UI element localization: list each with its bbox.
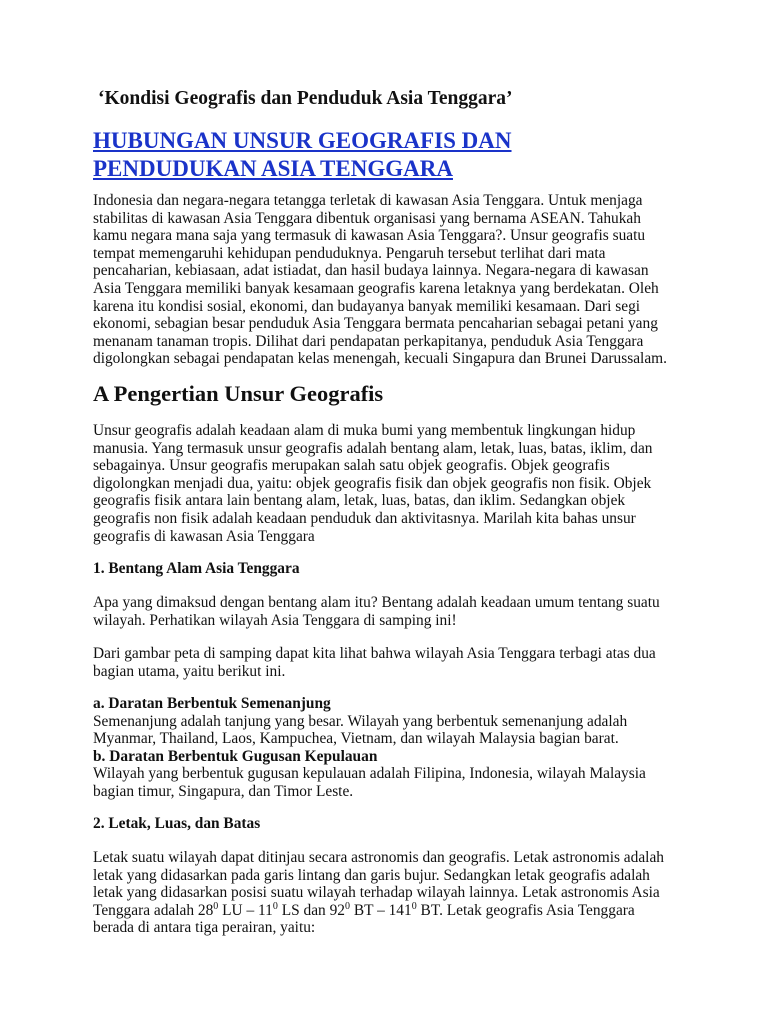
text-line: bagian utama, yaitu berikut ini. [93,662,286,680]
text-line: tempat memengaruhi kehidupan penduduknya. Pengaruh tersebut terlihat dari mata [93,244,606,262]
intro-paragraph [93,192,693,368]
main-heading-line[interactable]: PENDUDUKAN ASIA TENGGARA [93,156,453,181]
text-line: Dari gambar peta di samping dapat kita lihat bahwa wilayah Asia Tenggara terbagi atas dua [93,645,656,662]
section-2-paragraph [93,849,693,937]
degree-sup: 0 [411,900,417,912]
text-line: bagian timur, Singapura, dan Timor Leste. [93,782,354,800]
text-line: menanam tanaman tropis. Dilihat dari pendapatan perkapitanya, penduduk Asia Tenggara [93,332,644,350]
section-a-heading: A Pengertian Unsur Geografis [93,381,384,406]
main-heading-link[interactable] [93,127,693,183]
text-line: Semenanjung adalah tanjung yang besar. Wilayah yang berbentuk semenanjung adalah [93,712,628,730]
text-line: manusia. Yang termasuk unsur geografis adalah bentang alam, letak, luas, batas, iklim, dan [93,439,653,457]
degree-sup: 0 [272,900,278,912]
text-line: letak yang didasarkan pada garis lintang dan garis bujur. Sedangkan letak geografis adalah [93,866,650,884]
text-line: wilayah. Perhatikan wilayah Asia Tenggara di samping ini! [93,611,457,629]
text-line: Asia Tenggara memiliki banyak kesamaan geografis karena letaknya yang berdekatan. Oleh [93,279,659,297]
text-line: geografis fisik antara lain bentang alam, letak, luas, batas, dan iklim. Sedangkan objek [93,492,626,510]
section-2-heading: 2. Letak, Luas, dan Batas [93,815,261,832]
section-1-items [93,695,693,801]
text-line: Indonesia dan negara-negara tetangga terletak di kawasan Asia Tenggara. Untuk menjaga [93,192,643,209]
item-a-title: a. Daratan Berbentuk Semenanjung [93,695,331,712]
text-line: geografis non fisik adalah keadaan penduduk dan aktivitasnya. Marilah kita bahas unsur [93,509,636,527]
main-heading-line[interactable]: HUBUNGAN UNSUR GEOGRAFIS DAN [93,128,512,153]
section-a-paragraph [93,422,693,545]
text-line: digolongkan sebagai pendapatan kelas menengah, kecuali Singapura dan Brunei Darussalam. [93,350,667,368]
text-line: letak yang didasarkan posisi suatu wilayah terhadap wilayah lainnya. Letak astronomis Asia [93,884,660,902]
text-line: Myanmar, Thailand, Laos, Kampuchea, Vietnam, dan wilayah Malaysia bagian barat. [93,730,619,748]
coord-text: LS dan 92 [277,901,345,919]
section-1-paragraph-2 [93,645,693,680]
coordinate-line [93,902,693,920]
section-1-heading: 1. Bentang Alam Asia Tenggara [93,560,300,577]
text-line: pencaharian, kebiasaan, adat istiadat, dan hasil budaya lainnya. Negara-negara di kawasan [93,262,649,280]
text-line: Letak suatu wilayah dapat ditinjau secara astronomis dan geografis. Letak astronomis adalah [93,849,664,866]
document-title: ‘Kondisi Geografis dan Penduduk Asia Tenggara’ [98,88,513,109]
section-1-paragraph-1 [93,594,693,629]
text-line: Apa yang dimaksud dengan bentang alam itu? Bentang adalah keadaan umum tentang suatu [93,594,660,611]
text-line: geografis di kawasan Asia Tenggara [93,527,315,545]
text-line: stabilitas di kawasan Asia Tenggara dibentuk organisasi yang bernama ASEAN. Tahukah [93,209,641,227]
coord-text: BT – 141 [349,901,412,919]
text-line: ekonomi, sebagian besar penduduk Asia Tenggara bermata pencaharian sebagai petani yang [93,315,658,333]
text-line: Wilayah yang berbentuk gugusan kepulauan adalah Filipina, Indonesia, wilayah Malaysia [93,765,646,783]
text-line: kamu negara mana saja yang termasuk di kawasan Asia Tenggara?. Unsur geografis suatu [93,227,646,245]
text-line: Unsur geografis adalah keadaan alam di muka bumi yang membentuk lingkungan hidup [93,422,636,439]
text-line: karena itu kondisi sosial, ekonomi, dan budayanya banyak memiliki kesamaan. Dari segi [93,297,641,315]
degree-sup: 0 [213,900,219,912]
text-line: digolongkan menjadi dua, yaitu: objek geografis fisik dan objek geografis non fisik. Objek [93,474,652,492]
text-line: sebagainya. Unsur geografis merupakan salah satu objek geografis. Objek geografis [93,457,610,475]
coord-text: LU – 11 [218,901,273,919]
coord-text: BT. Letak geografis Asia Tenggara [416,901,635,919]
item-b-title: b. Daratan Berbentuk Gugusan Kepulauan [93,747,378,765]
coord-text: Tenggara adalah 28 [93,901,214,919]
text-line: berada di antara tiga perairan, yaitu: [93,919,316,937]
degree-sup: 0 [344,900,350,912]
